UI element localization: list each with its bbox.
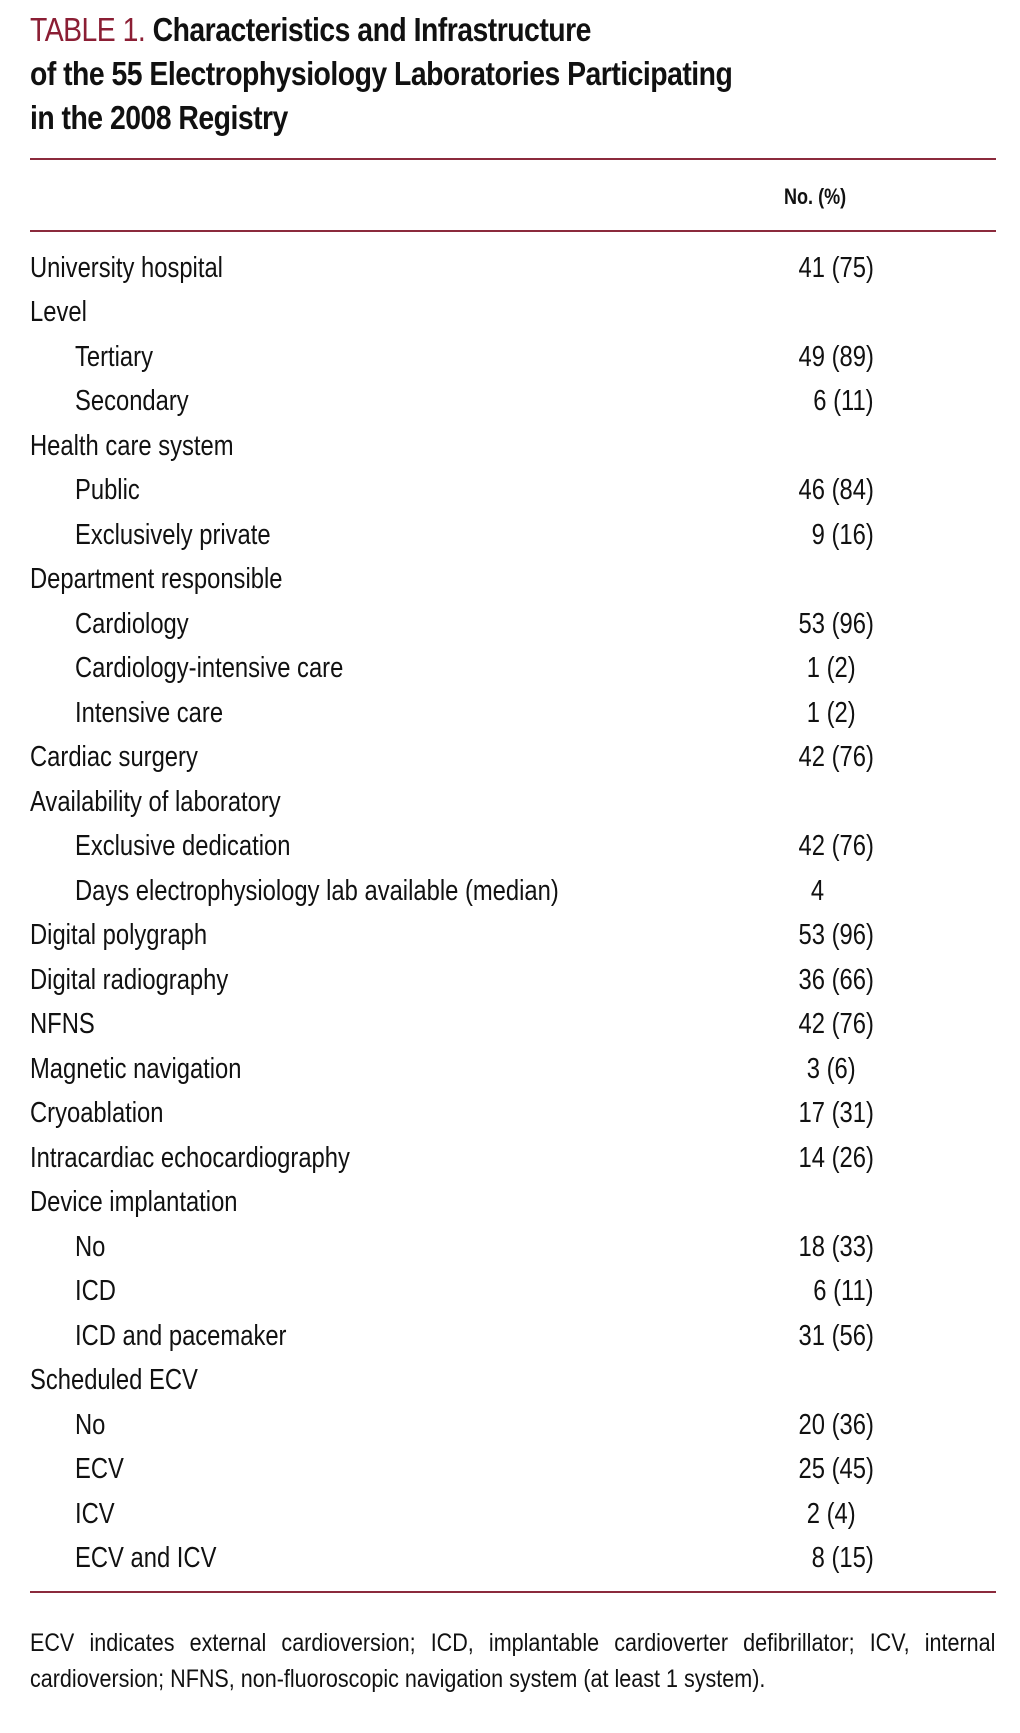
- row-label: [30, 1225, 754, 1270]
- row-value-text: 17 (31): [798, 1097, 874, 1130]
- row-value-text: 18 (33): [798, 1230, 874, 1263]
- row-value-text: 2 (4): [807, 1497, 856, 1530]
- row-value: [754, 380, 874, 425]
- row-label-text: Device implantation: [30, 1186, 238, 1219]
- row-value-text: 42 (76): [798, 1008, 874, 1041]
- row-value: [754, 424, 874, 469]
- row-value: [754, 914, 874, 959]
- table-row: [30, 1314, 874, 1359]
- row-label: [30, 602, 754, 647]
- row-value: [754, 869, 874, 914]
- table-row: [30, 825, 874, 870]
- row-label-text: Digital polygraph: [30, 919, 208, 952]
- row-label-text: Level: [30, 296, 87, 329]
- row-value: [754, 335, 874, 380]
- table-title: [30, 0, 993, 140]
- row-label: [30, 869, 754, 914]
- table-row: [30, 736, 874, 781]
- row-label-text: ICD and pacemaker: [75, 1319, 287, 1352]
- row-value-text: 6 (11): [813, 1275, 874, 1308]
- bottom-rule: [30, 1591, 996, 1593]
- row-value: [754, 1537, 874, 1582]
- row-value: [754, 469, 874, 514]
- row-label-text: Public: [75, 474, 140, 507]
- row-value: [754, 647, 874, 692]
- row-label-text: Exclusive dedication: [75, 830, 291, 863]
- row-label-text: Exclusively private: [75, 518, 271, 551]
- table-row: [30, 246, 874, 291]
- row-value-text: 41 (75): [798, 251, 874, 284]
- row-value: [754, 1492, 874, 1537]
- row-value: [754, 1003, 874, 1048]
- row-label: [30, 558, 754, 603]
- table-row: [30, 558, 874, 603]
- table-row: [30, 1225, 874, 1270]
- row-value-text: 49 (89): [798, 340, 874, 373]
- table-row: [30, 869, 874, 914]
- row-value-text: 42 (76): [798, 741, 874, 774]
- row-value: [754, 1047, 874, 1092]
- table-row: [30, 424, 874, 469]
- row-label: [30, 1403, 754, 1448]
- row-value: [754, 1314, 874, 1359]
- row-value-text: 9 (16): [811, 518, 874, 551]
- table-footnote: ECV indicates external cardioversion; ICD, implantable cardioverter defibrillator; ICV, internal cardioversion; NFNS, non-fluoroscopic navigation system (at least 1 system).: [30, 1629, 996, 1693]
- row-label-text: Secondary: [75, 385, 189, 418]
- header-row: [30, 160, 990, 230]
- row-label-text: Intensive care: [75, 696, 224, 729]
- row-label-text: Department responsible: [30, 563, 283, 596]
- table-row: [30, 1448, 874, 1493]
- table-row: [30, 1136, 874, 1181]
- row-label: [30, 1448, 754, 1493]
- row-value-text: 1 (2): [807, 696, 856, 729]
- row-value: [754, 958, 874, 1003]
- table-row: [30, 1270, 874, 1315]
- row-label: [30, 914, 754, 959]
- row-value: [754, 1136, 874, 1181]
- row-label: [30, 469, 754, 514]
- row-label-text: Cardiac surgery: [30, 741, 198, 774]
- row-label-text: No: [75, 1408, 106, 1441]
- row-label: [30, 1270, 754, 1315]
- row-label: [30, 380, 754, 425]
- row-value-text: 1 (2): [807, 652, 856, 685]
- row-value-text: 3 (6): [807, 1052, 856, 1085]
- row-label: [30, 1537, 754, 1582]
- row-value: [754, 1359, 874, 1404]
- header-rule: [30, 230, 996, 232]
- row-label: [30, 1492, 754, 1537]
- row-value: [754, 780, 874, 825]
- table-row: [30, 691, 874, 736]
- table-row: [30, 1047, 874, 1092]
- row-value: [754, 513, 874, 558]
- table-row: [30, 335, 874, 380]
- row-label: [30, 246, 754, 291]
- row-value: [754, 1448, 874, 1493]
- table-row: [30, 1359, 874, 1404]
- row-label-text: Intracardiac echocardiography: [30, 1141, 350, 1174]
- table-row: [30, 291, 874, 336]
- row-value-text: 42 (76): [798, 830, 874, 863]
- table-row: [30, 469, 874, 514]
- row-label: [30, 825, 754, 870]
- row-value: [754, 558, 874, 603]
- row-label-text: Cryoablation: [30, 1097, 164, 1130]
- row-value-text: 46 (84): [798, 474, 874, 507]
- row-value-text: 20 (36): [798, 1408, 874, 1441]
- row-value-text: 6 (11): [813, 385, 874, 418]
- row-value: [754, 736, 874, 781]
- row-value: [754, 1092, 874, 1137]
- table-row: [30, 1092, 874, 1137]
- table-row: [30, 647, 874, 692]
- table-row: [30, 1492, 874, 1537]
- table-row: [30, 380, 874, 425]
- table-row: [30, 958, 874, 1003]
- row-value: [754, 602, 874, 647]
- row-label: [30, 1092, 754, 1137]
- row-label: [30, 780, 754, 825]
- row-value-text: 36 (66): [798, 963, 874, 996]
- row-label-text: Availability of laboratory: [30, 785, 281, 818]
- row-label-text: University hospital: [30, 251, 223, 284]
- characteristics-table: [30, 246, 874, 1581]
- title-line-2: of the 55 Electrophysiology Laboratories Participating: [30, 55, 733, 92]
- row-value: [754, 1225, 874, 1270]
- row-label-text: Cardiology: [75, 607, 189, 640]
- row-label: [30, 1003, 754, 1048]
- row-label-text: Health care system: [30, 429, 234, 462]
- table-row: [30, 1537, 874, 1582]
- row-value-text: 53 (96): [798, 607, 874, 640]
- row-value-text: 31 (56): [798, 1319, 874, 1352]
- row-value: [754, 691, 874, 736]
- row-value: [754, 825, 874, 870]
- row-label-text: Cardiology-intensive care: [75, 652, 344, 685]
- row-label: [30, 424, 754, 469]
- row-value-text: 14 (26): [798, 1141, 874, 1174]
- table-row: [30, 914, 874, 959]
- row-label: [30, 291, 754, 336]
- row-label: [30, 1047, 754, 1092]
- title-line-1: Characteristics and Infrastructure: [152, 11, 591, 48]
- row-label: [30, 1314, 754, 1359]
- row-value: [754, 246, 874, 291]
- row-label: [30, 736, 754, 781]
- row-label: [30, 647, 754, 692]
- title-line-3: in the 2008 Registry: [30, 99, 288, 136]
- row-label: [30, 335, 754, 380]
- table-row: [30, 1003, 874, 1048]
- column-header-no-percent: No. (%): [784, 184, 847, 209]
- table-row: [30, 513, 874, 558]
- row-label-text: ICD: [75, 1275, 116, 1308]
- row-value-text: 53 (96): [798, 919, 874, 952]
- row-label-text: ICV: [75, 1497, 115, 1530]
- row-value: [754, 291, 874, 336]
- row-label-text: ECV: [75, 1453, 124, 1486]
- row-label: [30, 1359, 754, 1404]
- row-label-text: Tertiary: [75, 340, 153, 373]
- row-value-text: 8 (15): [811, 1542, 874, 1575]
- row-label: [30, 513, 754, 558]
- table-row: [30, 1181, 874, 1226]
- row-label: [30, 958, 754, 1003]
- row-value-text: 4: [810, 874, 824, 907]
- row-label: [30, 1181, 754, 1226]
- row-label-text: Magnetic navigation: [30, 1052, 242, 1085]
- row-label-text: Digital radiography: [30, 963, 229, 996]
- table-row: [30, 1403, 874, 1448]
- row-label-text: No: [75, 1230, 106, 1263]
- row-label: [30, 1136, 754, 1181]
- table-row: [30, 780, 874, 825]
- table-number: TABLE 1.: [30, 11, 146, 48]
- row-value: [754, 1181, 874, 1226]
- row-label-text: Scheduled ECV: [30, 1364, 198, 1397]
- row-value: [754, 1270, 874, 1315]
- row-value: [754, 1403, 874, 1448]
- table-row: [30, 602, 874, 647]
- row-label-text: Days electrophysiology lab available (median): [75, 874, 559, 907]
- row-label-text: NFNS: [30, 1008, 95, 1041]
- row-label: [30, 691, 754, 736]
- row-label-text: ECV and ICV: [75, 1542, 217, 1575]
- row-value-text: 25 (45): [798, 1453, 874, 1486]
